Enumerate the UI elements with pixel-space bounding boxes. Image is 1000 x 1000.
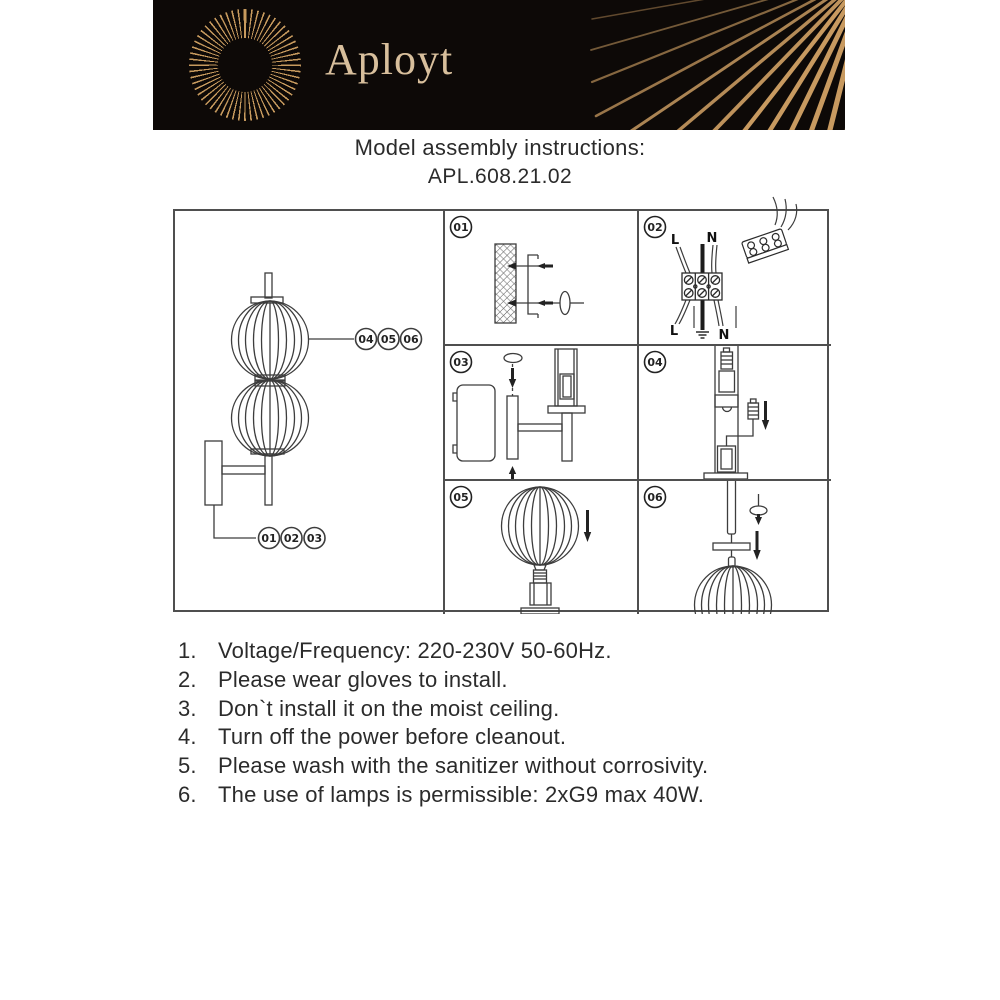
wire-label-live-bottom: L [669,324,679,339]
bracket-arm [518,424,562,431]
item-text: Voltage/Frequency: 220-230V 50-60Hz. [218,638,612,663]
base-flange [704,473,748,479]
direction-arrows [753,514,762,560]
instruction-list [178,637,858,810]
terminal-block-3d [742,197,797,263]
sunburst-logo-icon [189,9,301,121]
flange [548,406,585,413]
lamp-socket [534,570,547,583]
item-number: 5. [178,753,197,779]
item-text: Don`t install it on the moist ceiling. [218,695,560,721]
down-arrow [584,510,591,542]
brand-banner [153,0,845,130]
item-number: 4. [178,724,197,750]
part-label: 01 [261,532,277,545]
item-text: Please wash with the sanitizer without corrosivity. [218,753,709,779]
canopy-side-view [560,292,570,315]
ribbed-shade-lower [232,380,309,456]
item-number: 2. [178,666,197,692]
list-item [178,666,858,695]
terminal-block [682,273,722,300]
part-label: 05 [380,333,397,346]
wire-label-neutral-bottom: N [718,328,730,343]
list-item [178,723,858,752]
deco-ring [713,543,750,550]
step-number: 02 [647,221,663,234]
step-number: 04 [647,356,663,369]
list-item [178,781,858,810]
part-label: 06 [403,333,419,346]
step-number: 01 [453,221,469,234]
step-number: 05 [453,491,469,504]
ribbed-shade [502,487,579,565]
item-number: 3. [178,695,197,721]
brand-name: Aployt [325,35,454,84]
mount-bracket [528,255,538,318]
wall-plate [507,396,518,459]
lamp-socket-lower [718,446,736,472]
top-rod [728,481,736,534]
part-label: 03 [306,532,323,545]
panel-step-01 [445,211,637,344]
backplate [457,385,495,461]
item-text: The use of lamps is permissible: 2xG9 max 40W. [218,781,705,807]
g9-bulb-icon [721,348,733,369]
panel-step-06 [639,481,831,614]
direction-arrows [509,368,516,479]
list-item [178,695,858,724]
wall-plate [205,441,222,505]
item-text: Please wear gloves to install. [218,666,508,692]
holder-tube [530,583,551,605]
ribbed-shade [695,566,772,614]
ground-icon [696,332,709,338]
panel-step-03 [445,346,637,479]
ribbed-shade-upper [232,301,309,379]
down-arrow [762,401,769,430]
corner-rays-icon [425,0,845,130]
panel-step-02 [639,211,831,344]
wire-label-live-top: L [670,233,680,248]
item-number: 6. [178,781,197,807]
screw-nut [750,506,767,515]
lamp-socket [719,371,735,392]
part-label: 02 [283,532,300,545]
assembly-diagram [173,209,829,612]
wall-section [495,244,516,323]
model-number: APL.608.21.02 [427,165,573,188]
step-number: 06 [647,491,663,504]
collar [715,395,738,407]
title-block [0,135,1000,189]
part-label: 04 [358,333,374,346]
base-flange [521,608,559,614]
bracket-arm [222,466,265,474]
screw-cap [504,354,522,363]
page-title: Model assembly instructions: [354,135,646,160]
list-item [178,637,858,666]
list-item [178,752,858,781]
panel-step-04 [639,346,831,479]
panel-step-05 [445,481,637,614]
panel-product-overview [175,211,443,614]
wire-label-neutral-top: N [706,231,718,246]
item-text: Turn off the power before cleanout. [218,724,567,750]
g9-bulb-icon [748,399,759,419]
item-number: 1. [178,638,197,663]
step-number: 03 [453,356,469,369]
